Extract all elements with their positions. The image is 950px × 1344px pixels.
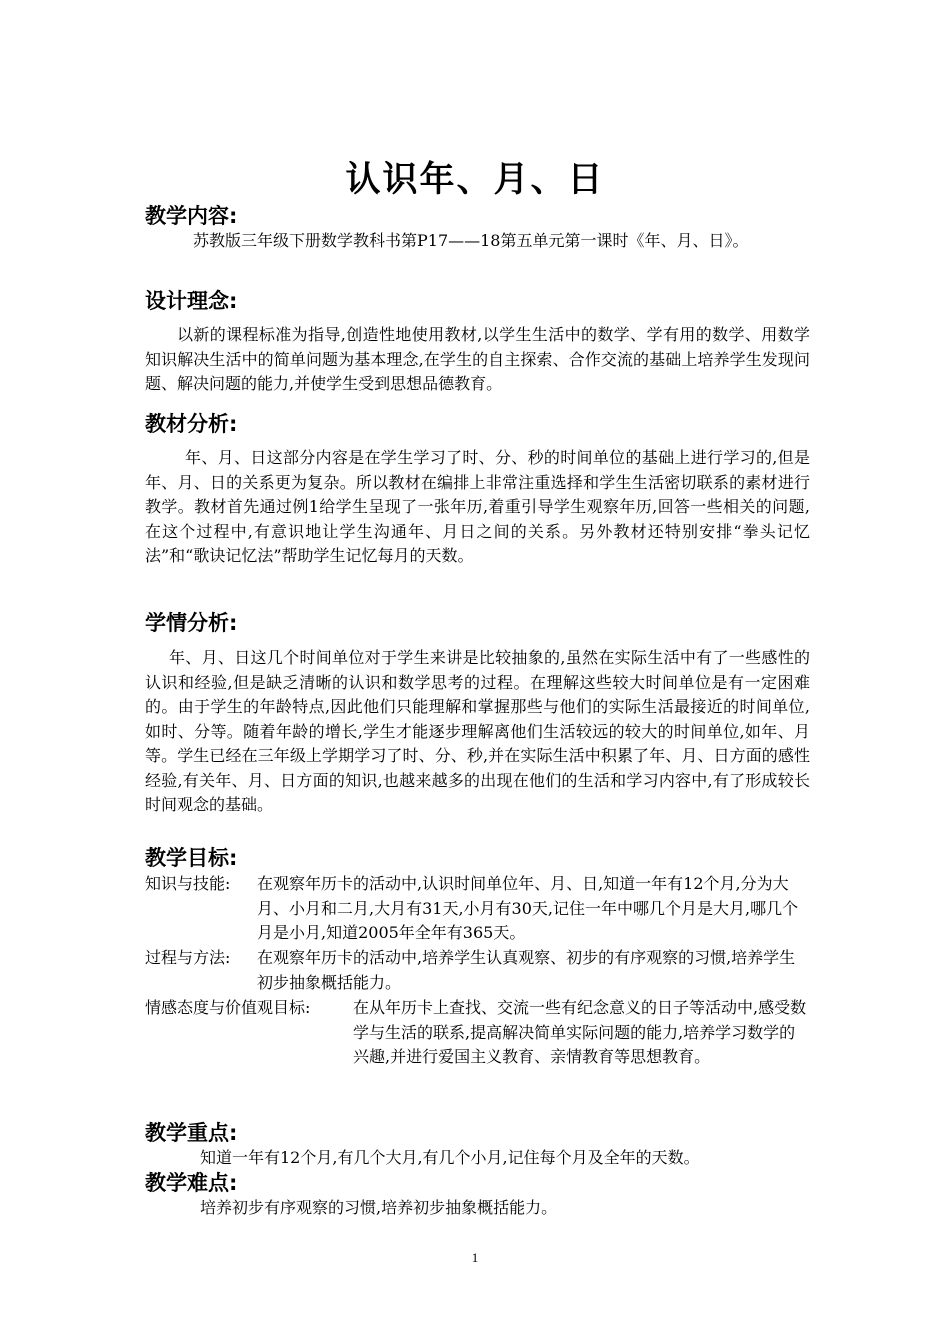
difficulty-text: 培养初步有序观察的习惯,培养初步抽象概括能力。	[200, 1198, 558, 1217]
students-heading: 学情分析:	[145, 611, 238, 635]
goal-knowledge-text: 在观察年历卡的活动中,认识时间单位年、月、日,知道一年有12个月,分为大月、小月和二月,大月有31天,小月有30天,记住一年中哪几个月是大月,哪几个月是小月,知道2005年全年有365天。	[257, 874, 799, 942]
page-number: 1	[471, 1250, 479, 1265]
difficulty-heading: 教学难点:	[145, 1171, 238, 1195]
design-text: 以新的课程标准为指导,创造性地使用教材,以学生生活中的数学、学有用的数学、用数学知识解决生活中的简单问题为基本理念,在学生的自主探索、合作交流的基础上培养学生发现问题、解决问题的能力,并使学生受到思想品德教育。	[145, 325, 810, 393]
material-text: 年、月、日这部分内容是在学生学习了时、分、秒的时间单位的基础上进行学习的,但是年、月、日的关系更为复杂。所以教材在编排上非常注重选择和学生生活密切联系的素材进行教学。教材首先通过例1给学生呈现了一张年历,着重引导学生观察年历,回答一些相关的问题,在这个过程中,有意识地让学生沟通年、月日之间的关系。另外教材还特别安排“拳头记忆法”和“歌诀记忆法”帮助学生记忆每月的天数。	[145, 448, 810, 565]
goal-emotion-text: 在从年历卡上查找、交流一些有纪念意义的日子等活动中,感受数学与生活的联系,提高解决简单实际问题的能力,培养学习数学的兴趣,并进行爱国主义教育、亲情教育等思想教育。	[353, 998, 807, 1066]
material-heading: 教材分析:	[145, 412, 238, 436]
key-text: 知道一年有12个月,有几个大月,有几个小月,记住每个月及全年的天数。	[200, 1148, 700, 1167]
goals-heading: 教学目标:	[145, 846, 238, 870]
page-title: 认识年、月、日	[345, 160, 605, 200]
goal-process	[145, 946, 810, 996]
goal-knowledge-label: 知识与技能:	[145, 874, 231, 893]
key-heading: 教学重点:	[145, 1121, 238, 1145]
design-heading: 设计理念:	[145, 289, 238, 313]
goal-process-text: 在观察年历卡的活动中,培养学生认真观察、初步的有序观察的习惯,培养学生初步抽象概括能力。	[257, 948, 796, 992]
goal-process-label: 过程与方法:	[145, 948, 231, 967]
content-heading: 教学内容:	[145, 204, 238, 228]
content-text: 苏教版三年级下册数学教科书第P17——18第五单元第一课时《年、月、日》。	[193, 231, 749, 250]
students-text: 年、月、日这几个时间单位对于学生来讲是比较抽象的,虽然在实际生活中有了一些感性的认识和经验,但是缺乏清晰的认识和数学思考的过程。在理解这些较大时间单位是有一定困难的。由于学生的年龄特点,因此他们只能理解和掌握那些与他们的实际生活最接近的时间单位,如时、分等。随着年龄的增长,学生才能逐步理解离他们生活较远的较大的时间单位,如年、月等。学生已经在三年级上学期学习了时、分、秒,并在实际生活中积累了年、月、日方面的感性经验,有关年、月、日方面的知识,也越来越多的出现在他们的生活和学习内容中,有了形成较长时间观念的基础。	[145, 648, 810, 814]
goal-knowledge	[145, 872, 810, 946]
goal-emotion	[145, 996, 810, 1096]
goal-emotion-label: 情感态度与价值观目标:	[145, 998, 311, 1017]
